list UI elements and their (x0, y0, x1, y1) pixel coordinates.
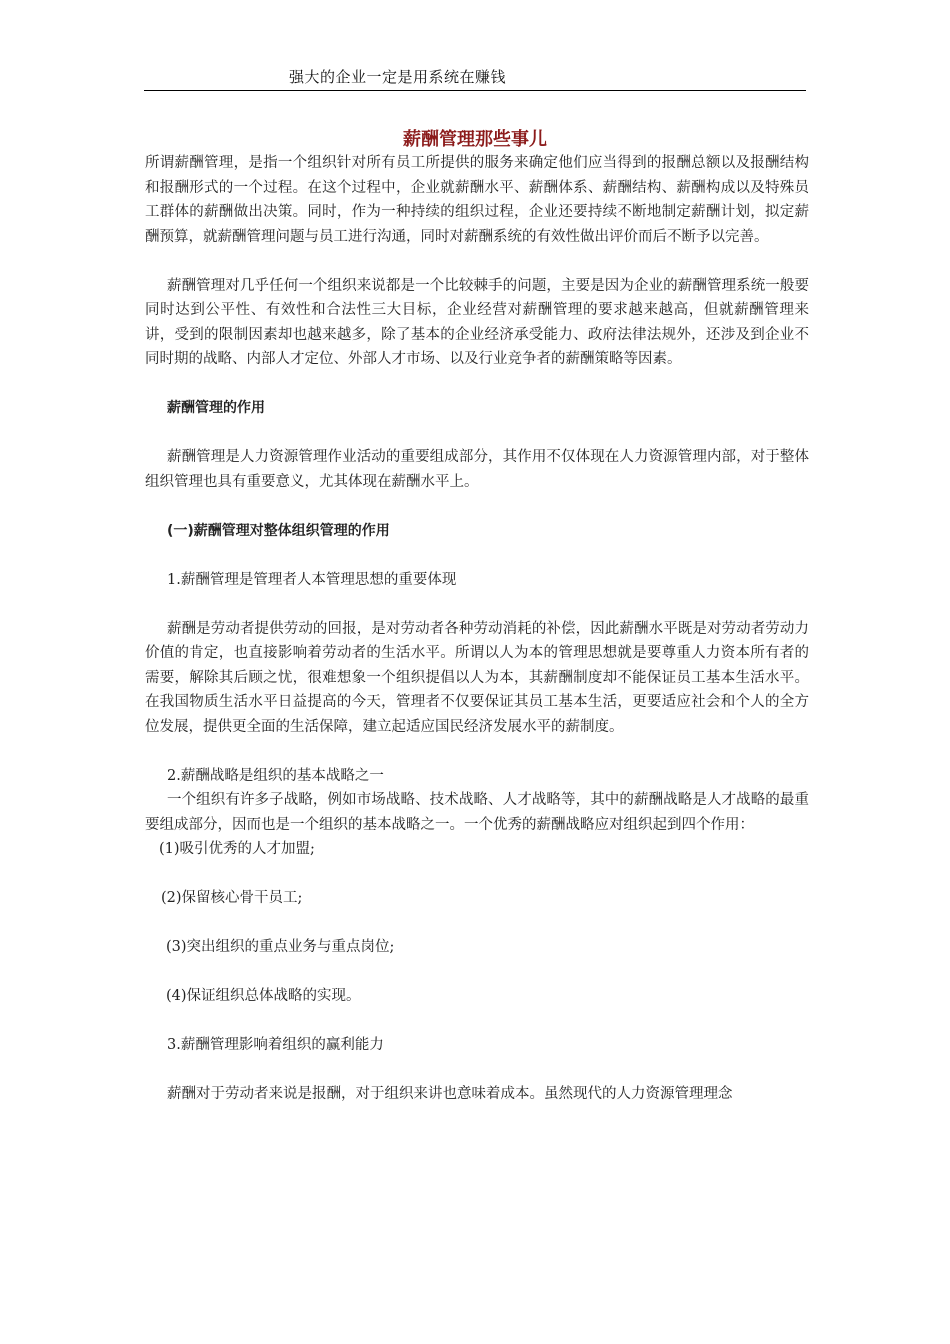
header-divider (144, 90, 806, 91)
section-heading: 薪酬管理的作用 (167, 400, 265, 416)
paragraph: 薪酬管理是人力资源管理作业活动的重要组成部分，其作用不仅体现在人力资源管理内部，对于整体组织管理也具有重要意义，尤其体现在薪酬水平上。 (145, 449, 809, 490)
paragraph: 薪酬是劳动者提供劳动的回报，是对劳动者各种劳动消耗的补偿，因此薪酬水平既是对劳动者劳动力价值的肯定，也直接影响着劳动者的生活水平。所谓以人为本的管理思想就是要尊重人力资本所有者的需要，解除其后顾之忧，很难想象一个组织提倡以人为本，其薪酬制度却不能保证员工基本生活水平。在我国物质生活水平日益提高的今天，管理者不仅要保证其员工基本生活，更要适应社会和个人的全方位发展，提供更全面的生活保障，建立起适应国民经济发展水平的薪制度。 (145, 620, 809, 735)
document-title: 薪酬管理那些事儿 (403, 129, 547, 150)
list-item: (2)保留核心骨干员工; (161, 890, 303, 906)
page-header: 强大的企业一定是用系统在赚钱 (289, 68, 507, 86)
list-item: (1)吸引优秀的人才加盟; (159, 841, 315, 857)
paragraph: 一个组织有许多子战略，例如市场战略、技术战略、人才战略等，其中的薪酬战略是人才战略的最重要组成部分，因而也是一个组织的基本战略之一。一个优秀的薪酬战略应对组织起到四个作用： (145, 792, 809, 833)
numbered-heading: 2.薪酬战略是组织的基本战略之一 (167, 767, 384, 784)
numbered-heading: 3.薪酬管理影响着组织的赢利能力 (167, 1037, 384, 1053)
list-item: (3)突出组织的重点业务与重点岗位; (166, 939, 395, 955)
list-item: (4)保证组织总体战略的实现。 (166, 988, 361, 1004)
document-body (145, 151, 809, 1107)
subsection-heading: (一)薪酬管理对整体组织管理的作用 (167, 522, 390, 539)
paragraph: 所谓薪酬管理，是指一个组织针对所有员工所提供的服务来确定他们应当得到的报酬总额以及报酬结构和报酬形式的一个过程。在这个过程中，企业就薪酬水平、薪酬体系、薪酬结构、薪酬构成以及特殊员工群体的薪酬做出决策。同时，作为一种持续的组织过程，企业还要持续不断地制定薪酬计划，拟定薪酬预算，就薪酬管理问题与员工进行沟通，同时对薪酬系统的有效性做出评价而后不断予以完善。 (145, 155, 809, 245)
paragraph: 薪酬对于劳动者来说是报酬，对于组织来讲也意味着成本。虽然现代的人力资源管理理念 (167, 1086, 733, 1102)
paragraph: 薪酬管理对几乎任何一个组织来说都是一个比较棘手的问题，主要是因为企业的薪酬管理系统一般要同时达到公平性、有效性和合法性三大目标，企业经营对薪酬管理的要求越来越高，但就薪酬管理来讲，受到的限制因素却也越来越多，除了基本的企业经济承受能力、政府法律法规外，还涉及到企业不同时期的战略、内部人才定位、外部人才市场、以及行业竞争者的薪酬策略等因素。 (145, 277, 809, 367)
numbered-heading: 1.薪酬管理是管理者人本管理思想的重要体现 (167, 571, 457, 588)
